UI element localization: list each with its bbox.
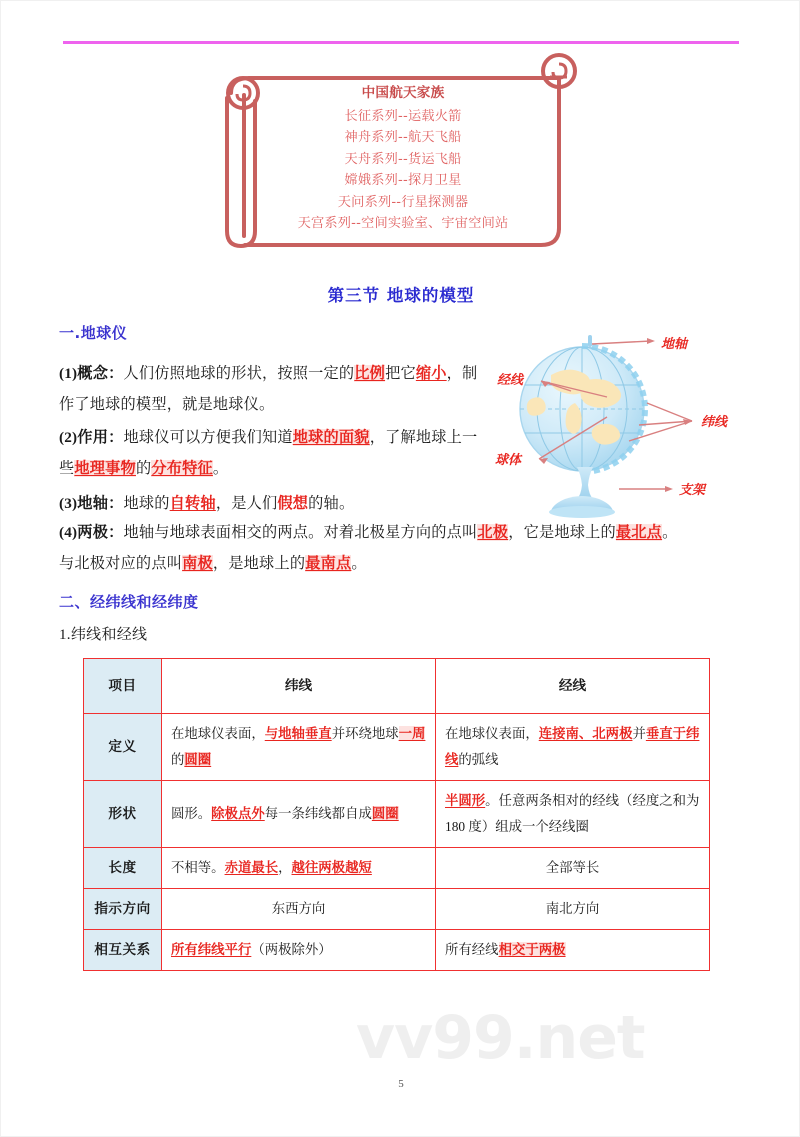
p3-k2: 假想 [277, 495, 309, 512]
txt: 的弧线 [458, 752, 499, 767]
scroll-banner-text [249, 83, 557, 235]
banner-line-1: 神舟系列--航天飞船 [344, 130, 462, 145]
kw: 一周 [398, 726, 426, 741]
globe-stand-stem [577, 467, 593, 499]
p4-k3: 南极 [182, 555, 213, 572]
globe-label-parallel: 纬线 [701, 415, 728, 430]
txt: 所有经线 [445, 942, 499, 957]
p2-t3: 的 [135, 460, 152, 477]
p1-k1: 比例 [354, 365, 386, 382]
cell-definition-longitude [436, 714, 710, 781]
paragraph-concept [59, 358, 489, 420]
p4-k4: 最南点 [305, 555, 352, 572]
table-row [84, 714, 710, 781]
txt: 在地球仪表面， [445, 726, 539, 741]
p4-t1: 地轴与地球表面相交的两点。对着北极星方向的点叫 [123, 524, 478, 541]
cell-shape-longitude [436, 781, 710, 848]
txt: （两极除外） [251, 942, 332, 957]
txt: 圆形。 [171, 806, 212, 821]
top-divider-rule [63, 41, 739, 44]
table-header-row [84, 659, 710, 714]
p4-t3: 。与北极对应的点叫 [59, 524, 678, 572]
txt: 。任意两条相对的经线（经度之和为 180 度）组成一个经线圈 [445, 793, 700, 834]
p4-t2: ，它是地球上的 [508, 524, 616, 541]
table-row [84, 781, 710, 848]
globe-label-stand: 支架 [679, 483, 706, 498]
subsection-heading-1: 1.纬线和经线 [59, 627, 148, 643]
kw: 圆圈 [184, 752, 212, 767]
banner-line-0: 长征系列--运载火箭 [344, 108, 462, 124]
paragraph-function [59, 422, 489, 484]
p2-t2: ，了解地球上一些 [59, 429, 478, 477]
p2-k1: 地球的面貌 [292, 429, 370, 446]
table-header-longitude: 经线 [436, 659, 710, 714]
table-row [84, 848, 710, 889]
cell-length-latitude [162, 848, 436, 889]
table-row [84, 930, 710, 971]
cell-length-longitude: 全部等长 [436, 848, 710, 889]
txt: 在地球仪表面， [171, 726, 265, 741]
banner-line-4: 天问系列--行星探测器 [337, 194, 469, 210]
row-key-shape: 形状 [84, 781, 162, 848]
p2-label: (2)作用： [59, 429, 124, 446]
globe-axis-pin [588, 335, 592, 347]
kw: 垂直于纬线 [445, 726, 700, 767]
kw: 所有纬线平行 [171, 942, 252, 957]
leader-parallel-a [647, 403, 692, 421]
p4-label: (4)两极： [59, 524, 124, 541]
section-heading-2: 二、经纬线和经纬度 [59, 593, 199, 611]
p1-t3: ，制作了地球的模型，就是地球仪。 [59, 365, 478, 413]
page-number: 5 [398, 1078, 404, 1090]
scroll-banner [219, 53, 587, 258]
txt: 并环绕地球 [331, 726, 399, 741]
row-key-definition: 定义 [84, 714, 162, 781]
latitude-longitude-table [83, 658, 710, 971]
leader-axis [592, 341, 651, 344]
globe-label-axis: 地轴 [661, 337, 688, 352]
watermark: vv99.net [356, 1003, 645, 1073]
kw: 相交于两极 [498, 942, 566, 957]
p3-label: (3)地轴： [59, 495, 124, 512]
row-key-length: 长度 [84, 848, 162, 889]
kw: 除极点外 [211, 806, 265, 821]
p1-k2: 缩小 [415, 365, 447, 382]
kw: 圆圈 [371, 806, 399, 821]
p2-t1: 地球仪可以方便我们知道 [123, 429, 293, 446]
globe-label-sphere: 球体 [495, 453, 522, 468]
p1-t1: 人们仿照地球的形状，按照一定的 [123, 365, 355, 382]
txt: 不相等。 [171, 860, 225, 875]
cell-shape-latitude [162, 781, 436, 848]
row-key-relation: 相互关系 [84, 930, 162, 971]
row-key-direction: 指示方向 [84, 889, 162, 930]
txt: ， [278, 860, 292, 875]
section-heading-1: 一.地球仪 [59, 324, 128, 342]
p2-t4: 。 [212, 460, 229, 477]
cell-relation-latitude [162, 930, 436, 971]
p2-k3: 分布特征 [151, 460, 213, 477]
banner-line-3: 嫦娥系列--探月卫星 [344, 173, 462, 188]
txt: 的 [171, 752, 185, 767]
kw: 半圆形 [445, 793, 486, 808]
globe-stand-foot [549, 506, 615, 518]
p1-label: (1)概念： [59, 365, 124, 382]
txt: 并 [632, 726, 646, 741]
p4-t5: 。 [351, 555, 367, 572]
p3-t1: 地球的 [123, 495, 170, 512]
p3-k1: 自转轴 [169, 495, 216, 512]
kw: 越往两极越短 [291, 860, 372, 875]
banner-line-5: 天宫系列--空间实验室、宇宙空间站 [297, 216, 509, 231]
page-title: 第三节 地球的模型 [327, 286, 475, 305]
globe-illustration [479, 329, 769, 519]
kw: 与地轴垂直 [264, 726, 332, 741]
table-header-latitude: 纬线 [162, 659, 436, 714]
table-header-item: 项目 [84, 659, 162, 714]
cell-definition-latitude [162, 714, 436, 781]
banner-line-2: 天舟系列--货运飞船 [344, 151, 462, 167]
cell-direction-latitude: 东西方向 [162, 889, 436, 930]
p4-k1: 北极 [477, 524, 509, 541]
cell-relation-longitude [436, 930, 710, 971]
cell-direction-longitude: 南北方向 [436, 889, 710, 930]
table-row [84, 889, 710, 930]
globe-label-meridian: 经线 [497, 373, 524, 388]
kw: 赤道最长 [224, 860, 279, 875]
kw: 连接南、北两极 [538, 726, 633, 741]
p4-t4: ，是地球上的 [212, 555, 306, 572]
p3-t3: 的轴。 [308, 495, 355, 512]
paragraph-poles [59, 517, 689, 579]
banner-title: 中国航天家族 [361, 85, 445, 101]
p3-t2: ，是人们 [215, 495, 278, 512]
p1-t2: 把它 [385, 365, 416, 382]
p4-k2: 最北点 [615, 524, 663, 541]
txt: 每一条纬线都自成 [264, 806, 372, 821]
p2-k2: 地理事物 [74, 460, 136, 477]
